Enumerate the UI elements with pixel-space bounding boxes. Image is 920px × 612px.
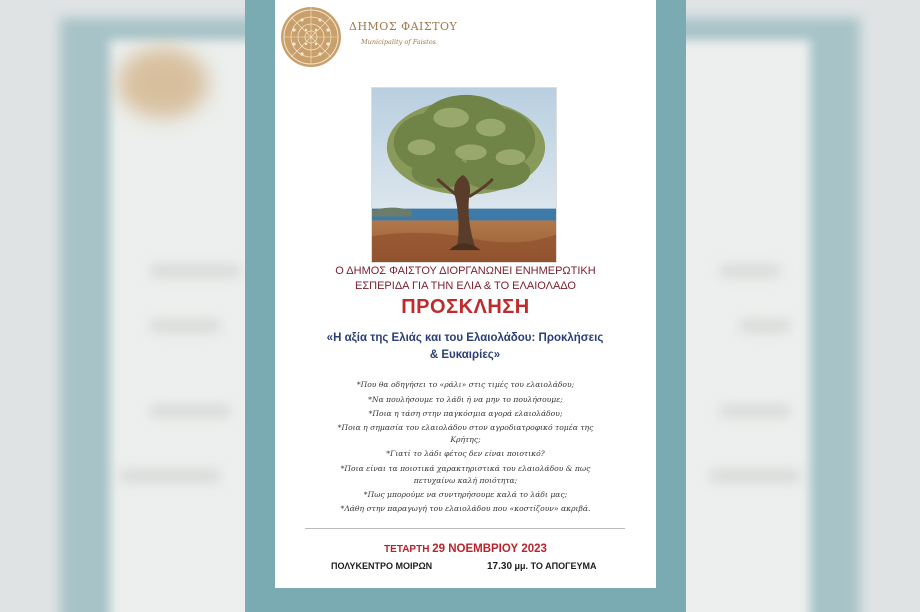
question-item: Κρήτης; — [450, 435, 481, 444]
poster-card — [275, 0, 656, 588]
event-weekday: ΤΕΤΑΡΤΗ — [384, 544, 430, 555]
event-day-month-year: 29 ΝΟΕΜΒΡΙΟΥ 2023 — [432, 543, 547, 555]
poster-frame — [245, 0, 686, 612]
event-time-suffix: ΤΟ ΑΠΟΓΕΥΜΑ — [530, 561, 597, 571]
event-time — [487, 561, 597, 572]
event-time-unit: μμ. — [514, 561, 529, 571]
subtitle-line-1: «Η αξία της Ελιάς και του Ελαιολάδου: Προκλήσεις — [326, 332, 604, 344]
question-item: *Λάθη στην παραγωγή του ελαιολάδου που «κοστίζουν» ακριβά. — [340, 504, 591, 513]
phaistos-disc-logo-icon — [280, 6, 342, 68]
municipality-name: ΔΗΜΟΣ ΦΑΙΣΤΟΥ — [349, 20, 458, 33]
question-item: *Που θα οδηγήσει το «ράλι» στις τιμές του ελαιολάδου; — [356, 380, 575, 389]
subtitle-line-2: & Ευκαιρίες» — [429, 349, 501, 361]
question-item: *Ποια η τάση στην παγκόσμια αγορά ελαιολάδου; — [368, 409, 563, 418]
intro-line-1: Ο ΔΗΜΟΣ ΦΑΙΣΤΟΥ ΔΙΟΡΓΑΝΩΝΕΙ ΕΝΗΜΕΡΩΤΙΚΗ — [335, 265, 596, 277]
question-item: *Ποια είναι τα ποιοτικά χαρακτηριστικά του ελαιολάδου & πως — [340, 464, 591, 473]
intro-line-2: ΕΣΠΕΡΙΔΑ ΓΙΑ ΤΗΝ ΕΛΙΑ & ΤΟ ΕΛΑΙΟΛΑΔΟ — [355, 280, 576, 292]
event-time-value: 17.30 — [487, 561, 513, 572]
municipality-subtitle: Municipality of Faistos — [361, 38, 436, 46]
divider — [305, 528, 625, 529]
question-item: *Πως μπορούμε να συντηρήσουμε καλά το λάδι μας; — [363, 490, 568, 499]
event-date — [275, 543, 656, 555]
question-item: *Να πουλήσουμε το λάδι ή να μην το πουλήσουμε; — [368, 395, 563, 404]
olive-tree-painting — [371, 87, 557, 263]
question-item: πετυχαίνω καλή ποιότητα; — [413, 476, 518, 485]
question-item: *Γιατί το λάδι φέτος δεν είναι ποιοτικό? — [386, 449, 545, 458]
event-venue: ΠΟΛΥΚΕΝΤΡΟ ΜΟΙΡΩΝ — [331, 561, 433, 571]
question-item: *Ποια η σημασία του ελαιολάδου στον αγροδιατροφικό τομέα της — [337, 423, 594, 432]
page-title: ΠΡΟΣΚΛΗΣΗ — [401, 296, 530, 318]
